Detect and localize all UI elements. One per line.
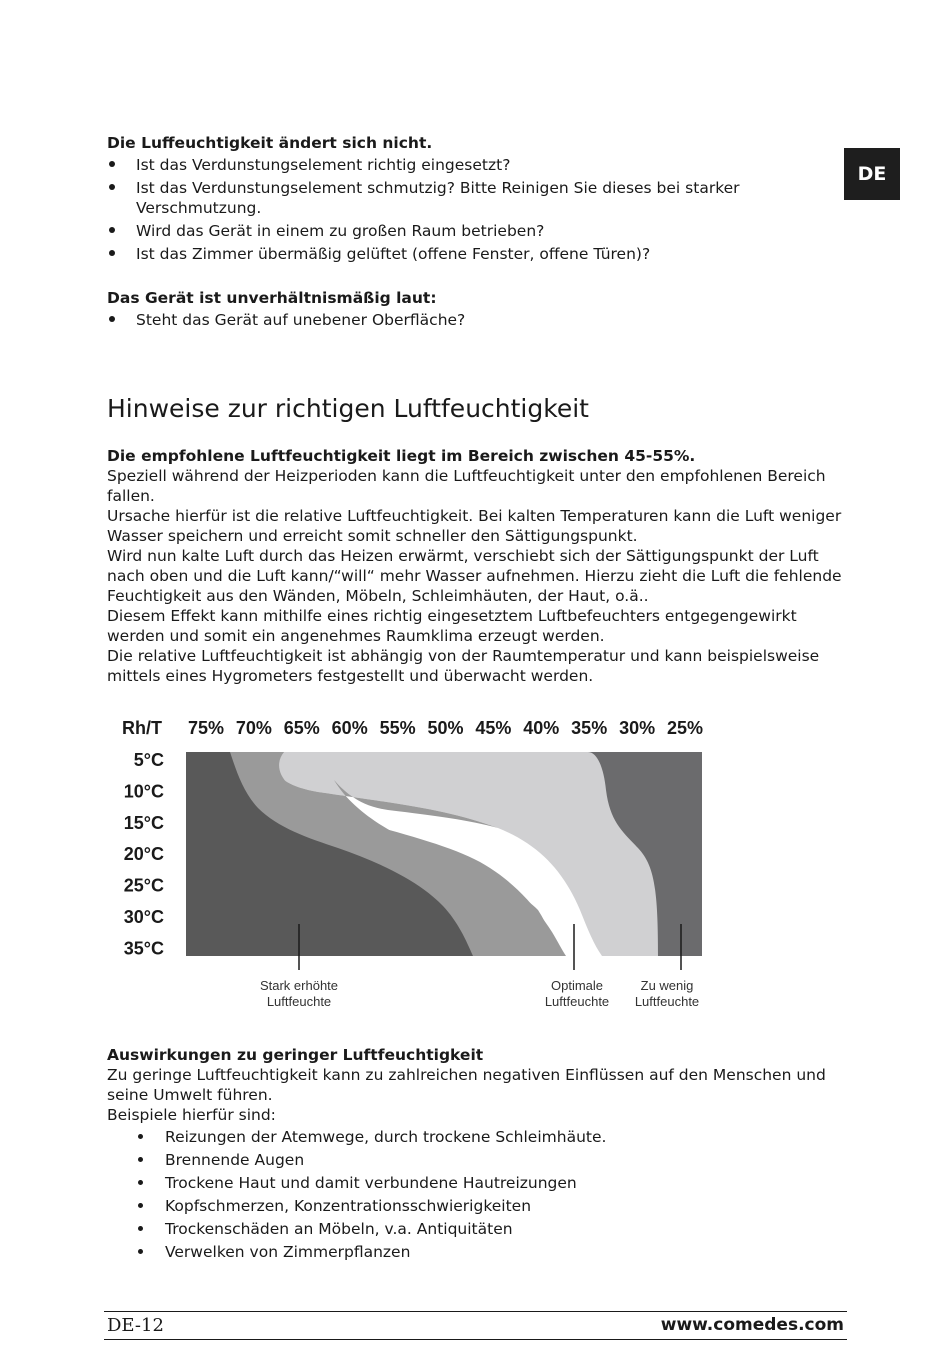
temperature-label: 30°C [123,907,164,927]
hints-paragraph: Die relative Luftfeuchtigkeit ist abhängig von der Raumtemperatur und kann beispielsweise mittels eines Hygrometers festgestellt und überwacht werden. [107,647,820,685]
humidity-label: 75% [187,718,225,738]
hints-paragraph: Speziell während der Heizperioden kann die Luftfeuchtigkeit unter den empfohlenen Bereich fallen. [107,467,826,505]
section-heading: Das Gerät ist unverhältnismäßig laut: [107,289,437,307]
website-url: www.comedes.com [660,1315,844,1335]
footer-rule-top [104,1311,847,1312]
humidity-label: 25% [666,718,704,738]
hints-title: Hinweise zur richtigen Luftfeuchtigkeit [107,394,589,423]
list-item: Trockene Haut und damit verbundene Hautreizungen [107,1173,852,1193]
section-heading: Die Luffeuchtigkeit ändert sich nicht. [107,134,433,152]
humidity-label: 65% [283,718,320,738]
humidity-label: 35% [571,718,608,738]
list-item: Ist das Verdunstungselement schmutzig? Bitte Reinigen Sie dieses bei starker Verschmutzung. [107,178,847,218]
bullet-list [107,155,847,264]
temperature-label: 35°C [123,938,164,959]
optimal-label-line2: Luftfeuchte [544,994,610,1009]
temperature-label: 20°C [123,844,164,865]
effects-heading: Auswirkungen zu geringer Luftfeuchtigkeit [107,1046,484,1064]
page-number: DE-12 [107,1315,164,1336]
temperature-label: 5°C [133,750,164,770]
effects-examples-label: Beispiele hierfür sind: [107,1106,276,1124]
footer-rule-bottom [104,1339,847,1340]
list-item: Kopfschmerzen, Konzentrationsschwierigkeiten [107,1196,852,1216]
language-tab: DE [844,148,900,200]
list-item: Reizungen der Atemwege, durch trockene Schleimhäute. [107,1127,852,1147]
humidity-labels [188,718,703,738]
list-item: Ist das Verdunstungselement richtig eingesetzt? [107,155,847,175]
effects-list [107,1127,852,1262]
humidity-comfort-chart [118,710,718,1020]
hints-lead: Die empfohlene Luftfeuchtigkeit liegt im Bereich zwischen 45-55%. [107,447,696,465]
temperature-label: 10°C [123,781,164,802]
low-label-line1: Zu wenig [640,978,694,993]
list-item: Verwelken von Zimmerpflanzen [107,1242,852,1262]
humidity-chart-graphic [118,710,718,1020]
humidity-label: 30% [619,718,656,738]
effects-section [107,1045,852,1265]
high-label-line1: Stark erhöhte [259,978,339,993]
temperature-label: 25°C [123,875,164,896]
bullet-list [107,310,847,330]
list-item: Steht das Gerät auf unebener Oberfläche? [107,310,847,330]
hints-paragraph: Ursache hierfür ist die relative Luftfeuchtigkeit. Bei kalten Temperaturen kann die Luft weniger Wasser speichern und erreicht somit schneller den Sättigungspunkt. [107,507,842,545]
troubleshoot-noise-section [107,288,847,333]
humidity-label: 45% [475,718,512,738]
temperature-labels [124,750,164,958]
list-item: Brennende Augen [107,1150,852,1170]
hints-paragraph: Diesem Effekt kann mithilfe eines richtig eingesetztem Luftbefeuchters entgegengewirkt werden und somit ein angenehmes Raumklima erzeugt werden. [107,607,797,645]
chart-corner-label: Rh/T [122,718,162,738]
humidity-label: 40% [523,718,560,738]
humidity-label: 70% [235,718,272,738]
humidity-label: 60% [331,718,368,738]
list-item: Wird das Gerät in einem zu großen Raum betrieben? [107,221,847,241]
humidity-label: 50% [427,718,464,738]
troubleshoot-humidity-section [107,133,847,267]
list-item: Trockenschäden an Möbeln, v.a. Antiquitäten [107,1219,852,1239]
high-label-line2: Luftfeuchte [266,994,332,1009]
humidity-label: 55% [379,718,416,738]
hints-body [107,446,852,686]
effects-intro: Zu geringe Luftfeuchtigkeit kann zu zahlreichen negativen Einflüssen auf den Menschen und seine Umwelt führen. [107,1066,826,1104]
temperature-label: 15°C [123,812,164,833]
low-label-line2: Luftfeuchte [634,994,700,1009]
hints-paragraph: Wird nun kalte Luft durch das Heizen erwärmt, verschiebt sich der Sättigungspunkt der Luft nach oben und die Luft kann/“will“ mehr Wasser aufnehmen. Hierzu zieht die Luft die fehlende Feuchtigkeit aus den Wänden, Möbeln, Schleimhäuten, der Haut, o.ä.. [107,547,842,605]
optimal-label-line1: Optimale [550,978,604,993]
list-item: Ist das Zimmer übermäßig gelüftet (offene Fenster, offene Türen)? [107,244,847,264]
